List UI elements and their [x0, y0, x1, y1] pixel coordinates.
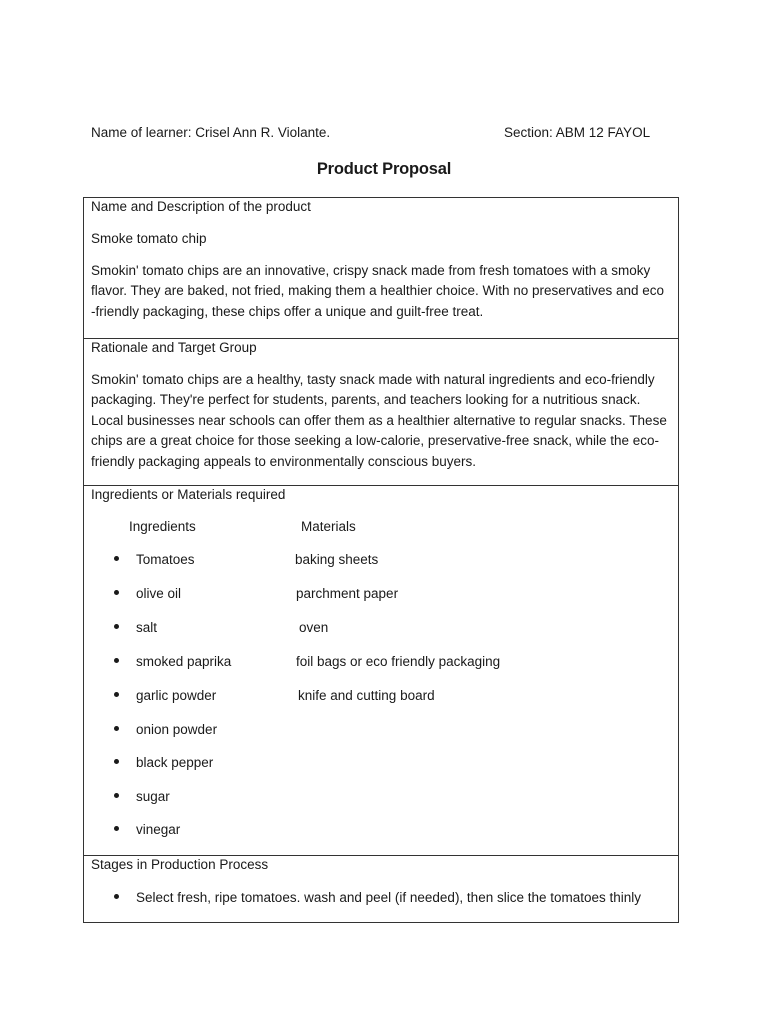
stages-heading: Stages in Production Process — [91, 857, 269, 872]
product-description: Smokin' tomato chips are an innovative, crispy snack made from fresh tomatoes with a smoky flavor. They are baked, not fried, making them a healthier choice. With no preservatives and eco -friendly packaging, these chips offer a unique and guilt-free treat. — [91, 263, 665, 319]
bullet-icon — [114, 556, 119, 561]
bullet-icon — [114, 894, 119, 899]
ingredient-item — [84, 789, 678, 807]
bullet-icon — [114, 658, 119, 663]
ingredient-name: black pepper — [136, 755, 214, 770]
learner-section: Section: ABM 12 FAYOL — [504, 125, 651, 140]
ingredient-item — [84, 722, 678, 740]
bullet-icon — [114, 692, 119, 697]
product-name: Smoke tomato chip — [91, 231, 207, 246]
materials-column-header: Materials — [301, 519, 356, 534]
material-name: baking sheets — [295, 552, 379, 567]
product-row — [84, 198, 678, 338]
rationale-text: Smokin' tomato chips are a healthy, tasty snack made with natural ingredients and eco-friendly packaging. They're perfect for students, parents, and teachers looking for a nutritious snack. Local businesses near schools can offer them as a healthier alternative to regular snacks. These chips are a great choice for those seeking a low-calorie, preservative-free snack, while the eco-friendly packaging appeals to environmentally conscious buyers. — [91, 372, 667, 469]
ingredient-item — [84, 620, 678, 638]
bullet-icon — [114, 624, 119, 629]
ingredient-name: onion powder — [136, 722, 218, 737]
rationale-heading: Rationale and Target Group — [91, 340, 257, 355]
bullet-icon — [114, 590, 119, 595]
ingredient-item — [84, 586, 678, 604]
ingredient-item — [84, 654, 678, 672]
ingredient-name: Tomatoes — [136, 552, 195, 567]
header-line — [91, 125, 677, 143]
bullet-icon — [114, 726, 119, 731]
material-name: foil bags or eco friendly packaging — [296, 654, 501, 669]
ingredient-item — [84, 688, 678, 706]
material-name: parchment paper — [296, 586, 399, 601]
ingredients-heading: Ingredients or Materials required — [91, 487, 286, 502]
ingredients-row — [84, 485, 678, 855]
ingredient-item — [84, 822, 678, 840]
stage-item — [84, 890, 678, 908]
bullet-icon — [114, 826, 119, 831]
proposal-table — [83, 197, 679, 923]
ingredient-name: salt — [136, 620, 158, 635]
ingredients-column-header: Ingredients — [129, 519, 196, 534]
stage-text: Select fresh, ripe tomatoes. wash and peel (if needed), then slice the tomatoes thinly — [136, 890, 642, 905]
stages-row — [84, 855, 678, 922]
document-title: Product Proposal — [316, 160, 452, 178]
ingredient-name: smoked paprika — [136, 654, 232, 669]
ingredient-name: olive oil — [136, 586, 182, 601]
ingredient-name: garlic powder — [136, 688, 217, 703]
bullet-icon — [114, 759, 119, 764]
ingredient-item — [84, 552, 678, 570]
ingredient-name: sugar — [136, 789, 170, 804]
product-heading: Name and Description of the product — [91, 199, 311, 214]
bullet-icon — [114, 793, 119, 798]
rationale-row — [84, 338, 678, 485]
material-name: oven — [299, 620, 329, 635]
ingredient-item — [84, 755, 678, 773]
ingredient-name: vinegar — [136, 822, 181, 837]
material-name: knife and cutting board — [298, 688, 435, 703]
learner-name: Name of learner: Crisel Ann R. Violante. — [91, 125, 331, 140]
